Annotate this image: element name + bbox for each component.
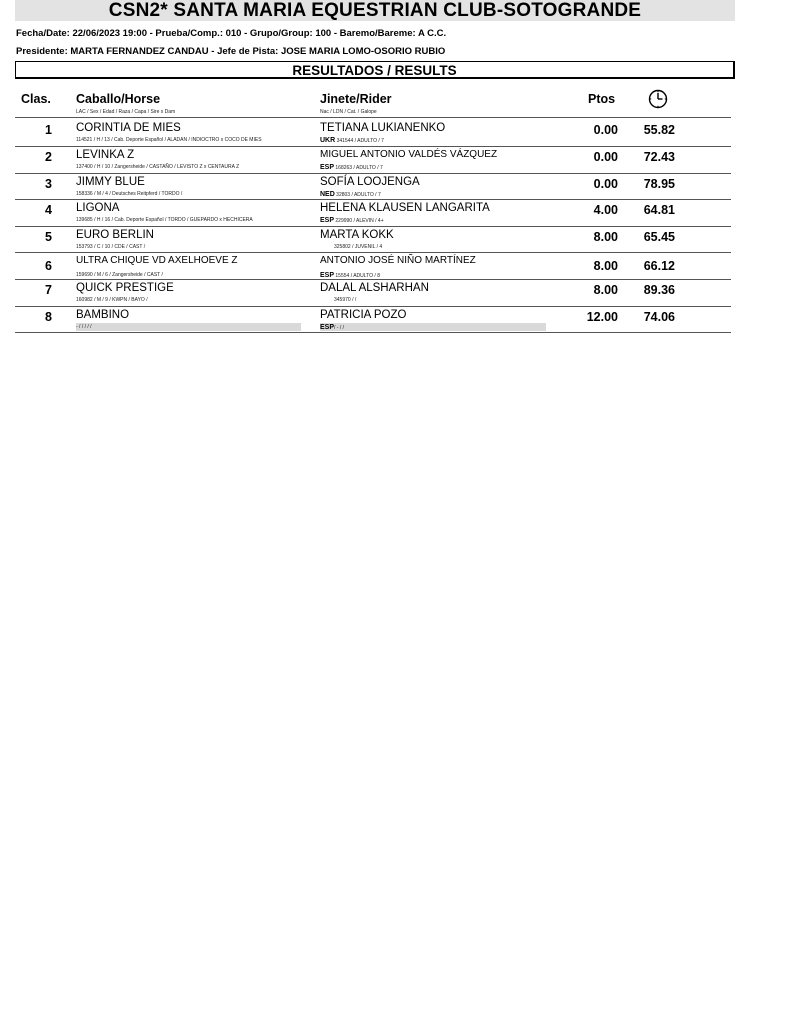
horse-name: LEVINKA Z xyxy=(76,149,135,161)
result-row xyxy=(15,306,731,332)
points: 8.00 xyxy=(593,283,618,297)
horse-detail-highlight xyxy=(76,323,301,331)
result-row xyxy=(15,146,731,172)
horse-name: EURO BERLIN xyxy=(76,229,154,241)
rider-nation: UKR xyxy=(320,137,336,144)
header-divider xyxy=(15,117,731,118)
time: 55.82 xyxy=(643,123,675,137)
horse-detail: 153793 / C / 10 / CDE / CAST / xyxy=(76,244,146,250)
time: 64.81 xyxy=(643,203,675,217)
result-row xyxy=(15,279,731,305)
rider-detail: 15554 / ADULTO / 8 xyxy=(335,273,380,279)
page-title: CSN2* SANTA MARIA EQUESTRIAN CLUB-SOTOGRANDE xyxy=(108,0,642,21)
rider-detail: 325802 / JUVENIL / 4 xyxy=(334,244,383,250)
result-row xyxy=(15,119,731,145)
rider-name: PATRICIA POZO xyxy=(320,309,407,321)
rank: 3 xyxy=(45,177,52,191)
horse-detail: 139685 / H / 16 / Cab. Deporte Español / TORDO / GUEPARDO x HECHICERA xyxy=(76,217,253,223)
horse-detail: 159690 / M / 6 / Zangersheide / CAST / xyxy=(76,272,163,278)
horse-column-header: Caballo/Horse xyxy=(76,92,161,106)
points: 0.00 xyxy=(593,150,618,164)
rider-detail-line xyxy=(320,164,383,171)
horse-column-subheader: LAC / Sex / Edad / Raza / Capa / Sire x Dam xyxy=(76,109,176,115)
rank: 1 xyxy=(45,123,52,137)
horse-detail: 114521 / H / 13 / Cab. Deporte Español / ALADAN / INDIOCTRO x COCO DE MIES xyxy=(76,137,262,143)
points: 0.00 xyxy=(593,123,618,137)
rider-column-header: Jinete/Rider xyxy=(320,92,392,106)
rider-detail: 168263 / ADULTO / 7 xyxy=(335,165,383,171)
rider-detail-line xyxy=(320,324,344,331)
rider-name: SOFÍA LOOJENGA xyxy=(320,176,420,188)
time: 72.43 xyxy=(643,150,675,164)
rider-detail-line xyxy=(320,137,384,144)
competition-info: Fecha/Date: 22/06/2023 19:00 - Prueba/Comp.: 010 - Grupo/Group: 100 - Baremo/Bareme: A C.C. xyxy=(16,28,447,39)
rider-name: MARTA KOKK xyxy=(320,229,394,241)
horse-name: LIGONA xyxy=(76,202,120,214)
rider-name: HELENA KLAUSEN LANGARITA xyxy=(320,202,490,214)
title-bar xyxy=(15,0,735,21)
points: 8.00 xyxy=(593,259,618,273)
rank: 7 xyxy=(45,283,52,297)
rider-name: MIGUEL ANTONIO VALDÉS VÁZQUEZ xyxy=(320,149,498,160)
rank: 5 xyxy=(45,230,52,244)
rider-nation: NED xyxy=(320,191,335,198)
horse-detail: 158336 / M / 4 / Deutsches Reitpferd / TORDO / xyxy=(76,191,183,197)
horse-name: BAMBINO xyxy=(76,309,130,321)
rider-name: ANTONIO JOSÉ NIÑO MARTÍNEZ xyxy=(320,255,476,266)
rider-detail-line xyxy=(320,217,384,224)
rider-detail-line xyxy=(320,297,356,303)
rider-detail: 32803 / ADULTO / 7 xyxy=(336,192,381,198)
points: 0.00 xyxy=(593,177,618,191)
rider-detail: 345970 / / xyxy=(334,297,357,303)
results-heading-box xyxy=(15,61,735,79)
result-row xyxy=(15,252,731,279)
time: 74.06 xyxy=(643,310,675,324)
horse-detail: 137400 / H / 10 / Zangersheide / CASTAÑO / LEVISTO Z x CENTAURA Z xyxy=(76,164,240,170)
rank-column-header: Clas. xyxy=(21,92,51,106)
clock-icon xyxy=(648,89,668,109)
table-bottom-divider xyxy=(15,332,731,333)
rider-nation: ESP xyxy=(320,272,335,279)
rider-name: DALAL ALSHARHAN xyxy=(320,282,429,294)
rank: 4 xyxy=(45,203,52,217)
rider-detail-line xyxy=(320,191,381,198)
rider-nation: ESP xyxy=(320,217,335,224)
points: 4.00 xyxy=(593,203,618,217)
rank: 2 xyxy=(45,150,52,164)
rider-detail: 229990 / ALEVIN / 4+ xyxy=(335,218,384,224)
rider-nation: ESP xyxy=(320,324,335,331)
rider-detail: 341544 / ADULTO / 7 xyxy=(336,138,384,144)
horse-detail: - / / / / / xyxy=(76,324,92,330)
officials-info: Presidente: MARTA FERNANDEZ CANDAU - Jefe de Pista: JOSE MARIA LOMO-OSORIO RUBIO xyxy=(16,46,446,57)
horse-detail: 160982 / M / 9 / KWPN / BAYO / xyxy=(76,297,148,303)
horse-name: ULTRA CHIQUE VD AXELHOEVE Z xyxy=(76,255,238,266)
rank: 6 xyxy=(45,259,52,273)
rider-detail-line xyxy=(320,272,380,279)
rank: 8 xyxy=(45,310,52,324)
result-row xyxy=(15,173,731,199)
horse-name: JIMMY BLUE xyxy=(76,176,145,188)
points-column-header: Ptos xyxy=(588,92,616,106)
result-row xyxy=(15,199,731,225)
rider-detail-line xyxy=(320,244,382,250)
rider-detail-highlight xyxy=(320,323,546,331)
points: 12.00 xyxy=(586,310,618,324)
horse-name: CORINTIA DE MIES xyxy=(76,122,181,134)
time: 65.45 xyxy=(643,230,675,244)
rider-name: TETIANA LUKIANENKO xyxy=(320,122,446,134)
horse-name: QUICK PRESTIGE xyxy=(76,282,174,294)
points: 8.00 xyxy=(593,230,618,244)
time: 66.12 xyxy=(643,259,675,273)
result-row xyxy=(15,226,731,252)
time: 78.95 xyxy=(643,177,675,191)
rider-column-subheader: Nac / LDN / Cat. / Galope xyxy=(320,109,377,115)
rider-detail: / - / / xyxy=(334,325,345,331)
time: 89.36 xyxy=(643,283,675,297)
results-heading: RESULTADOS / RESULTS xyxy=(292,63,457,78)
rider-nation: ESP xyxy=(320,164,335,171)
